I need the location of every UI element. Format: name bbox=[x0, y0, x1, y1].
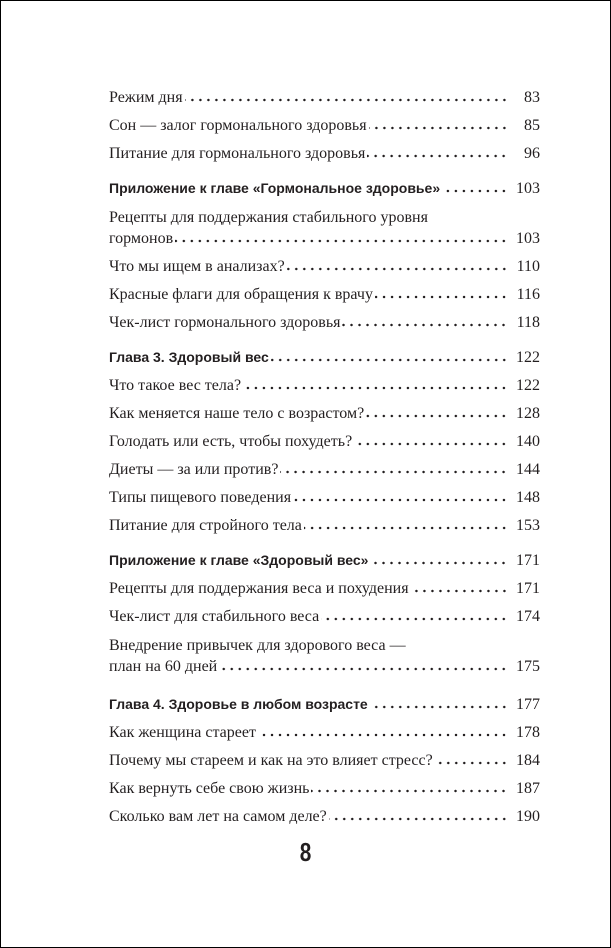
dot-leader bbox=[411, 589, 508, 593]
dot-leader bbox=[442, 189, 508, 193]
toc-page-number: 184 bbox=[516, 752, 540, 769]
toc-entry[interactable] bbox=[109, 636, 540, 686]
toc-entry-title: план на 60 дней bbox=[109, 658, 218, 675]
toc-entry-title: Глава 4. Здоровье в любом возрасте bbox=[109, 696, 368, 712]
table-of-contents bbox=[109, 89, 540, 836]
toc-entry-title: Приложение к главе «Здоровый вес» bbox=[109, 552, 369, 568]
toc-entry-title: Как меняется наше тело с возрастом? bbox=[109, 405, 365, 422]
toc-entry-title: Питание для стройного тела bbox=[109, 517, 302, 534]
toc-entry[interactable] bbox=[109, 117, 540, 145]
dot-leader bbox=[342, 323, 508, 327]
toc-entry[interactable] bbox=[109, 405, 540, 433]
toc-entry-title: Чек-лист гормонального здоровья bbox=[109, 314, 341, 331]
dot-leader bbox=[219, 667, 508, 671]
dot-leader bbox=[369, 126, 508, 130]
toc-entry-title: Глава 3. Здоровый вес bbox=[109, 349, 269, 365]
toc-page-number: 177 bbox=[516, 696, 540, 713]
toc-entry[interactable] bbox=[109, 377, 540, 405]
toc-entry[interactable] bbox=[109, 752, 540, 780]
toc-entry[interactable] bbox=[109, 724, 540, 752]
toc-page-number: 140 bbox=[516, 433, 540, 450]
toc-section-heading[interactable] bbox=[109, 180, 540, 208]
toc-entry[interactable] bbox=[109, 780, 540, 808]
toc-page-number: 187 bbox=[516, 780, 540, 797]
dot-leader bbox=[175, 239, 508, 243]
toc-page-number: 83 bbox=[524, 89, 540, 106]
toc-page-number: 171 bbox=[516, 552, 540, 569]
dot-leader bbox=[370, 705, 508, 709]
dot-leader bbox=[185, 98, 508, 102]
toc-section-heading[interactable] bbox=[109, 696, 540, 724]
dot-leader bbox=[367, 154, 508, 158]
toc-page-number: 85 bbox=[524, 117, 540, 134]
toc-page-number: 144 bbox=[516, 461, 540, 478]
dot-leader bbox=[293, 498, 508, 502]
page-number: 8 bbox=[299, 837, 312, 867]
toc-page-number: 110 bbox=[516, 258, 540, 275]
toc-entry-title: Красные флаги для обращения к врачу bbox=[109, 286, 373, 303]
toc-entry-title: Типы пищевого поведения bbox=[109, 489, 292, 506]
toc-entry-title: Как вернуть себе свою жизнь bbox=[109, 780, 310, 797]
toc-entry-title: Голодать или есть, чтобы похудеть? bbox=[109, 433, 353, 450]
toc-entry[interactable] bbox=[109, 433, 540, 461]
toc-page-number: 190 bbox=[516, 808, 540, 825]
toc-entry-title: Сон — залог гормонального здоровья bbox=[109, 117, 367, 134]
dot-leader bbox=[354, 442, 508, 446]
toc-entry-title: Что такое вес тела? bbox=[109, 377, 242, 394]
toc-page-number: 148 bbox=[516, 489, 540, 506]
toc-entry-title: Диеты — за или против? bbox=[109, 461, 279, 478]
toc-page-number: 128 bbox=[516, 405, 540, 422]
toc-entry[interactable] bbox=[109, 517, 540, 545]
toc-entry[interactable] bbox=[109, 286, 540, 314]
toc-entry-line bbox=[109, 230, 540, 258]
toc-page-number: 122 bbox=[516, 377, 540, 394]
dot-leader bbox=[375, 295, 508, 299]
dot-leader bbox=[271, 358, 508, 362]
toc-page-number: 103 bbox=[516, 180, 540, 197]
toc-page-number: 118 bbox=[516, 314, 540, 331]
toc-entry-title: Внедрение привычек для здорового веса — bbox=[109, 637, 406, 654]
dot-leader bbox=[243, 386, 508, 390]
toc-entry-title: Чек-лист для стабильного веса bbox=[109, 608, 320, 625]
dot-leader bbox=[304, 526, 508, 530]
dot-leader bbox=[311, 789, 508, 793]
toc-section-heading[interactable] bbox=[109, 349, 540, 377]
toc-entry-title: гормонов bbox=[109, 230, 174, 247]
toc-page-number: 175 bbox=[516, 658, 540, 675]
toc-entry-title: Как женщина стареет bbox=[109, 724, 256, 741]
dot-leader bbox=[321, 617, 508, 621]
toc-entry[interactable] bbox=[109, 145, 540, 173]
dot-leader bbox=[435, 761, 508, 765]
toc-page-number: 153 bbox=[516, 517, 540, 534]
toc-entry-line bbox=[109, 658, 540, 686]
toc-entry-title: Приложение к главе «Гормональное здоровье» bbox=[109, 180, 441, 196]
toc-entry[interactable] bbox=[109, 314, 540, 342]
toc-entry[interactable] bbox=[109, 808, 540, 836]
toc-entry[interactable] bbox=[109, 489, 540, 517]
toc-entry-title: Рецепты для поддержания веса и похудения bbox=[109, 580, 409, 597]
toc-entry[interactable] bbox=[109, 89, 540, 117]
toc-entry-title: Режим дня bbox=[109, 89, 183, 106]
toc-entry[interactable] bbox=[109, 608, 540, 636]
toc-page-number: 171 bbox=[516, 580, 540, 597]
dot-leader bbox=[366, 414, 508, 418]
toc-entry-title: Питание для гормонального здоровья bbox=[109, 145, 366, 162]
dot-leader bbox=[258, 733, 508, 737]
toc-entry[interactable] bbox=[109, 208, 540, 258]
dot-leader bbox=[280, 470, 508, 474]
toc-entry[interactable] bbox=[109, 258, 540, 286]
toc-page-number: 122 bbox=[516, 349, 540, 366]
dot-leader bbox=[329, 817, 508, 821]
toc-entry-title: Почему мы стареем и как на это влияет стресс? bbox=[109, 752, 433, 769]
toc-entry-title: Рецепты для поддержания стабильного уровня bbox=[109, 209, 428, 226]
toc-page-number: 174 bbox=[516, 608, 540, 625]
toc-entry-title: Что мы ищем в анализах? bbox=[109, 258, 285, 275]
toc-section-heading[interactable] bbox=[109, 552, 540, 580]
toc-page-number: 178 bbox=[516, 724, 540, 741]
toc-entry[interactable] bbox=[109, 461, 540, 489]
dot-leader bbox=[370, 561, 508, 565]
toc-page-number: 103 bbox=[516, 230, 540, 247]
toc-entry-title: Сколько вам лет на самом деле? bbox=[109, 808, 327, 825]
toc-page-number: 116 bbox=[516, 286, 540, 303]
toc-entry[interactable] bbox=[109, 580, 540, 608]
toc-page-number: 96 bbox=[524, 145, 540, 162]
dot-leader bbox=[287, 267, 508, 271]
